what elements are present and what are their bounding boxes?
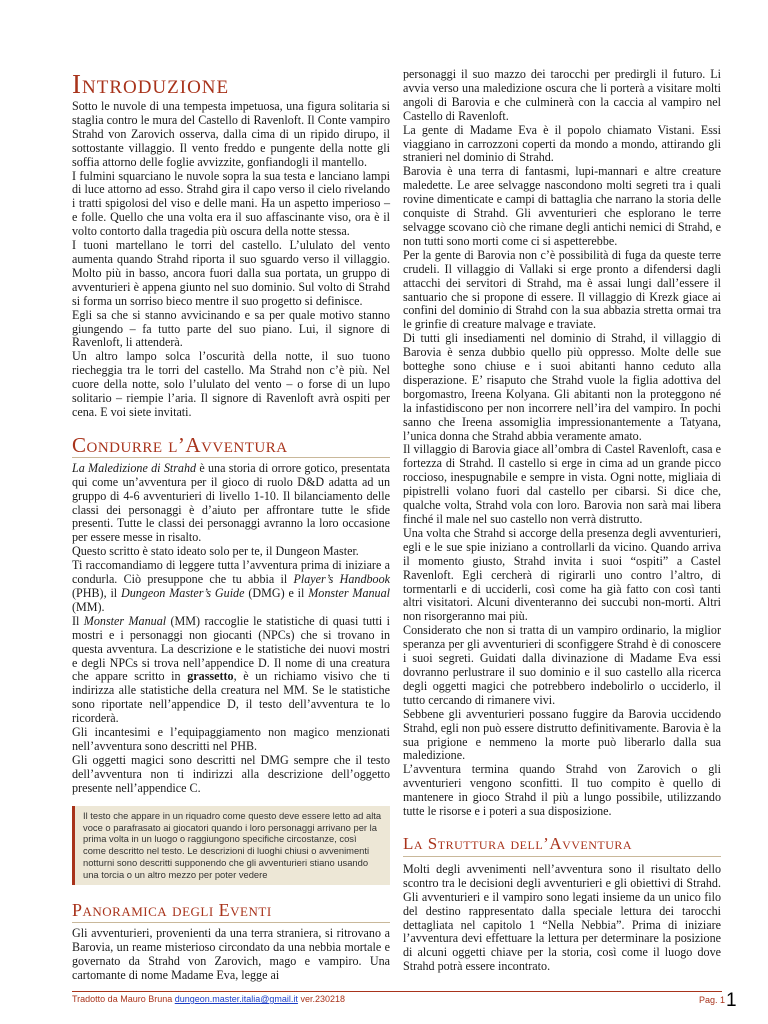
conduct-p4-b: (MM) raccoglie le statistiche di quasi tutti i mostri e i personaggi non giocanti (NPCs) che si trovano in questa avventura. La descrizione e le statistiche dei nuovi mostri e degli NPCs si trova nell’appendice D. Il nome di una creatura che appare scritto in <box>72 613 390 684</box>
right-paragraph-4: Per la gente di Barovia non c’è possibilità di fuga da queste terre crudeli. Il villaggio di Vallaki si erge pronto a difendersi dagli attacchi dei servitori di Strahd, ma è assai lungi dall’essere il santuario che si propone di essere. Il villaggio di Krezk giace ai confini del dominio di Strahd con la sua abbazia stretta ormai tra le grinfie di creature malvage e traviate. <box>403 247 721 332</box>
book-title: La Maledizione di Strahd <box>72 460 197 475</box>
conduct-p4-a: Il <box>72 613 84 628</box>
right-paragraph-6: Il villaggio di Barovia giace all’ombra di Castel Ravenloft, casa e fortezza di Strahd. Il castello si erge in cima ad un grande picco roccioso, inespugnabile e sempre in vista. Ogni notte, migliaia di pipistrelli volano fuori dal castello per cibarsi. Si dice che, qualche volta, Strahd vola con loro. Barovia non sarà mai libera finché il male nel suo castello non verrà distrutto. <box>403 442 721 526</box>
footer-credits <box>72 994 345 1004</box>
bold-term: grassetto <box>187 669 234 684</box>
email-link[interactable]: dungeon.master.italia@gmail.it <box>174 994 298 1004</box>
structure-paragraph-1: Molti degli avvenimenti nell’avventura sono il risultato dello scontro tra le decisioni degli avventurieri e gli obiettivi di Strahd. Gli avventurieri e il vampiro sono legati insieme da un unico filo del destino rappresentato dalla speciale lettura dei tarocchi dettagliata nel capitolo 1 “Nella Nebbia”. Prima di iniziare l’avventura devi effettuare la lettura per determinare la posizione di alcuni oggetti chiave per la storia, così come il luogo dove Strahd potrà essere incontrato. <box>403 861 721 974</box>
left-column <box>72 70 390 983</box>
overview-heading: Panoramica degli Eventi <box>72 899 390 923</box>
footer-divider <box>72 991 722 992</box>
right-paragraph-1: personaggi il suo mazzo dei tarocchi per predirgli il futuro. Li avvia verso una maledizione oscura che li porterà a visitare molti angoli di Barovia e che culminerà con la caccia al vampiro nel Castello di Ravenloft. <box>403 67 721 123</box>
phb-title: Player’s Handbook <box>293 572 391 587</box>
conduct-paragraph-3 <box>72 559 390 615</box>
right-paragraph-9: Sebbene gli avventurieri possano fuggire da Barovia uccidendo Strahd, egli non può essere distrutto definitivamente. Barovia è la sua prigione e nemmeno la morte può liberarlo dalla sua maledizione. <box>403 706 721 763</box>
conduct-paragraph-1 <box>72 462 390 545</box>
conduct-paragraph-5: Gli incantesimi e l’equipaggiamento non magico menzionati nell’avventura sono descritti nel PHB. <box>72 725 390 753</box>
mm-title: Monster Manual <box>308 586 390 600</box>
intro-paragraph-2: I fulmini squarciano le nuvole sopra la sua testa e lanciano lampi di luce attorno ad esso. Strahd gira il capo verso il cielo rivelando i tratti spigolosi del viso e delle mani. Ha un aspetto imperioso – e folle. Quello che una volta era il suo affascinante viso, ora è il volto contorto dalla tragedia più oscura della notte stessa. <box>72 168 390 239</box>
page-label: Pag. 1 <box>699 995 726 1005</box>
conduct-p3-c: (DMG) e il <box>244 586 309 600</box>
footer-prefix: Tradotto da Mauro Bruna <box>72 994 175 1004</box>
conduct-p1-text: è una storia di orrore gotico, presentata qui come un’avventura per il gioco di ruolo D&D adatta ad un gruppo di 4-6 avventurieri di livello 1-10. Il bilanciamento delle classi dei personaggi è d’aiuto per affrontare tutte le sfide presenti. Tutte le classi dei personaggi avranno la loro occasione per essere messe in risalto. <box>72 460 390 545</box>
conduct-p4-c: , è un richiamo visivo che ti indirizza alle statistiche della creatura nel MM. Se le statistiche sono riportate nell’appendice D, il testo dell’avventura te lo ricorderà. <box>72 669 390 726</box>
conduct-p3-d: (MM). <box>72 599 105 614</box>
conduct-p3-b: (PHB), il <box>72 586 122 600</box>
right-paragraph-2: La gente di Madame Eva è il popolo chiamato Vistani. Essi viaggiano in carrozzoni coperti da mondo a mondo, attirando gli stranieri nel dominio di Strahd. <box>403 122 721 165</box>
right-paragraph-8: Considerato che non si tratta di un vampiro ordinario, la miglior speranza per gli avventurieri di sconfiggere Strahd è di conoscere i suoi segreti. Guidati dalla divinazione di Madame Eva essi dovranno perlustrare il suo dominio e il suo castello alla ricerca degli oggetti magici che potrebbero indebolirlo o ucciderlo, il tutto cercando di rimanere vivi. <box>403 623 721 707</box>
conduct-paragraph-4 <box>72 615 390 726</box>
mm-title-2: Monster Manual <box>83 613 167 628</box>
footer-version: ver.230218 <box>297 994 345 1004</box>
conduct-paragraph-2: Questo scritto è stato ideato solo per te, il Dungeon Master. <box>72 544 359 559</box>
conduct-heading: Condurre l’Avventura <box>72 434 390 458</box>
right-paragraph-5: Di tutti gli insediamenti nel dominio di Strahd, il villaggio di Barovia è senza dubbio quello più oppresso. Molte delle sue botteghe sono chiuse e i suoi abitanti hanno ceduto alla disperazione. E’ risaputo che Strahd vuole la figlia adottiva del borgomastro, Ireena Kolyana. Gli abitanti non la proteggono né la infastidiscono per non incorrere nell’ira del vampiro. In pochi sanno che Ireena assomiglia impressionantemente a Tatyana, l’unica donna che Strahd abbia veramente amato. <box>403 331 721 443</box>
dmg-title: Dungeon Master’s Guide <box>121 586 245 600</box>
structure-heading: La Struttura dell’Avventura <box>403 833 721 857</box>
intro-paragraph-5: Un altro lampo solca l’oscurità della notte, il suo tuono riecheggia tra le torri del castello. Ma Strahd non c’è più. Nel cuore della notte, solo l’ululato del vento – o forse di un lupo solitario – riempie l’aria. Il signore di Ravenloft avrà ospiti per cena. E voi siete invitati. <box>72 349 390 419</box>
intro-heading: Introduzione <box>72 69 230 99</box>
page-num-large: 1 <box>726 990 737 1011</box>
right-column <box>403 68 721 974</box>
read-aloud-box: Il testo che appare in un riquadro come questo deve essere letto ad alta voce o parafrasato ai giocatori quando i loro personaggi arrivano per la prima volta in un luogo o raggiungono specifiche circostanze, così come descritto nel testo. Le descrizioni di luoghi chiusi o avvenimenti notturni sono descritti supponendo che gli avventurieri stiano usando una torcia o un altro mezzo per poter vedere <box>72 806 390 885</box>
right-paragraph-10: L’avventura termina quando Strahd von Zarovich o gli avventurieri vengono sconfitti. Il tuo compito è quello di mantenere in gioco Strahd il più a lungo possibile, utilizzando tutte le risorse e i poteri a sua disposizione. <box>403 762 721 819</box>
intro-paragraph-3: I tuoni martellano le torri del castello. L’ululato del vento aumenta quando Strahd riporta il suo sguardo verso il villaggio. Molto più in basso, ancora fuori dalla sua portata, un gruppo di avventurieri è appena giunto nel suo dominio. Sul volto di Strahd si forma un sorriso bieco mentre il suo progetto si definisce. <box>72 238 390 308</box>
intro-paragraph-1: Sotto le nuvole di una tempesta impetuosa, una figura solitaria si staglia contro le mura del Castello di Ravenloft. Il Conte vampiro Strahd von Zarovich osserva, dalla cima di un ripido dirupo, il sottostante villaggio. Il vento freddo e pungente della notte gli soffia attorno delle foglie avvizzite, gonfiandogli il mantello. <box>72 99 390 169</box>
page-number <box>699 990 737 1012</box>
overview-paragraph-1: Gli avventurieri, provenienti da una terra straniera, si ritrovano a Barovia, un reame misterioso circondato da una nebbia mortale e governato da Strahd von Zarovich, mago e vampiro. Una cartomante di nome Madame Eva, legge ai <box>72 926 390 982</box>
conduct-p3-a: Ti raccomandiamo di leggere tutta l’avventura prima di iniziare a condurla. Ciò presuppone che tu abbia il <box>72 558 390 587</box>
conduct-paragraph-6: Gli oggetti magici sono descritti nel DMG sempre che il testo dell’avventura non ti indirizzi alla descrizione dell’oggetto presente nell’appendice C. <box>72 752 390 795</box>
intro-paragraph-4: Egli sa che si stanno avvicinando e sa per quale motivo stanno giungendo – fa tutto parte del suo piano. Lui, il signore di Ravenloft, li attenderà. <box>72 307 390 350</box>
right-paragraph-3: Barovia è una terra di fantasmi, lupi-mannari e altre creature maledette. Le aree selvagge nascondono molti segreti tra i quali rovine dimenticate e campi di battaglia che narrano la storia delle conquiste di Strahd. Gli avventurieri che esplorano le terre selvagge scovano ciò che rimane degli antichi nemici di Strahd, e non tutti sono morti come ci si aspetterebbe. <box>403 164 721 248</box>
right-paragraph-7: Una volta che Strahd si accorge della presenza degli avventurieri, egli e le sue spie iniziano a controllarli da vicino. Quando arriva il momento giusto, Strahd invita i suoi “ospiti” a Castel Ravenloft. Egli cercherà di rigirarli uno contro l’altro, di tormentarli e di ucciderli, così come ha già fatto con così tanti altri visitatori. Alcuni diventeranno dei succubi non-morti. Altri non risorgeranno mai più. <box>403 525 721 624</box>
